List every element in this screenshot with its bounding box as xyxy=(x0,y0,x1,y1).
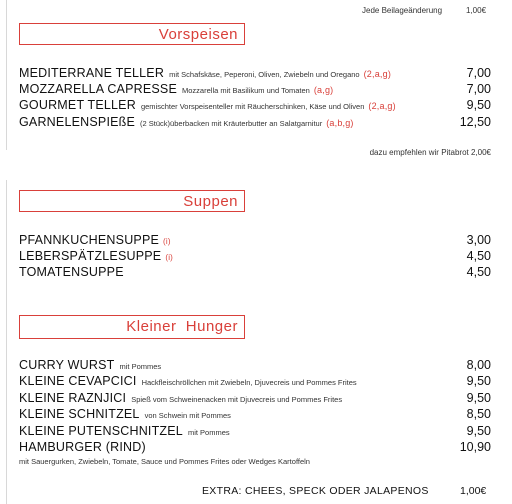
menu-item xyxy=(19,66,491,82)
item-name: KLEINE RAZNJICI xyxy=(19,391,127,405)
hamburger-desc: mit Sauergurken, Zwiebeln, Tomate, Sauce und Pommes Frites oder Wedges Kartoffeln xyxy=(19,457,310,466)
menu-item xyxy=(19,424,491,440)
section-header-kleiner-hunger xyxy=(19,315,245,339)
item-name: GOURMET TELLER xyxy=(19,98,136,112)
section-header-suppen xyxy=(19,190,245,212)
section-title: Vorspeisen xyxy=(158,26,238,43)
menu-item xyxy=(19,98,491,114)
item-allergens: (i) xyxy=(163,237,171,246)
section-title: Kleiner Hunger xyxy=(126,318,238,335)
extra-price: 1,00€ xyxy=(460,485,487,497)
item-name: PFANNKUCHENSUPPE xyxy=(19,233,160,247)
item-price: 9,50 xyxy=(466,424,491,438)
item-price: 9,50 xyxy=(466,391,491,405)
item-name: GARNELENSPIEßE xyxy=(19,115,136,129)
item-allergens: (a,g) xyxy=(313,85,334,95)
item-price: 10,90 xyxy=(459,440,491,454)
section-header-vorspeisen xyxy=(19,23,245,45)
item-price: 4,50 xyxy=(466,265,491,279)
item-name: TOMATENSUPPE xyxy=(19,265,124,279)
item-desc: mit Pommes xyxy=(119,362,162,371)
item-allergens: (2,a,g) xyxy=(363,69,392,79)
item-name: CURRY WURST xyxy=(19,358,115,372)
menu-item xyxy=(19,115,491,131)
item-name: HAMBURGER (RIND) xyxy=(19,440,146,454)
item-price: 7,00 xyxy=(466,66,491,80)
item-allergens: (i) xyxy=(165,253,174,262)
item-desc: gemischter Vorspeisenteller mit Räucherschinken, Käse und Oliven xyxy=(140,102,365,111)
item-desc: mit Pommes xyxy=(187,428,230,437)
item-desc: Hackfleischröllchen mit Zwiebeln, Djuvecreis und Pommes Frites xyxy=(141,378,357,387)
item-desc: mit Schafskäse, Peperoni, Oliven, Zwiebeln und Oregano xyxy=(169,70,360,79)
item-name: MEDITERRANE TELLER xyxy=(19,66,165,80)
item-price: 7,00 xyxy=(466,82,491,96)
item-desc: von Schwein mit Pommes xyxy=(144,411,231,420)
menu-item xyxy=(19,391,491,407)
item-desc: Spieß vom Schweinenacken mit Djuvecreis und Pommes Frites xyxy=(131,395,343,404)
menu-item xyxy=(19,233,491,249)
item-price: 8,50 xyxy=(466,407,491,421)
item-price: 12,50 xyxy=(459,115,491,129)
item-name: MOZZARELLA CAPRESSE xyxy=(19,82,178,96)
item-allergens: (a,b,g) xyxy=(326,118,354,128)
item-desc: (2 Stück)überbacken mit Kräuterbutter an Salatgarnitur xyxy=(140,119,323,128)
menu-item xyxy=(19,374,491,390)
item-name: KLEINE SCHNITZEL xyxy=(19,407,140,421)
item-desc: Mozzarella mit Basilikum und Tomaten xyxy=(182,86,310,95)
menu-item xyxy=(19,82,491,98)
top-note-label: Jede Beilageänderung xyxy=(362,6,443,15)
item-price: 9,50 xyxy=(466,374,491,388)
item-price: 3,00 xyxy=(466,233,491,247)
page-edge-line xyxy=(6,0,7,150)
page-edge-line xyxy=(6,180,7,504)
item-price: 9,50 xyxy=(466,98,491,112)
section-title: Suppen xyxy=(183,193,238,210)
item-allergens: (2,a,g) xyxy=(368,101,396,111)
menu-item xyxy=(19,249,491,265)
item-price: 8,00 xyxy=(466,358,491,372)
menu-item xyxy=(19,358,491,374)
menu-item xyxy=(19,407,491,423)
item-name: KLEINE CEVAPCICI xyxy=(19,374,137,388)
menu-item xyxy=(19,265,491,281)
top-note-price: 1,00€ xyxy=(466,6,487,15)
item-price: 4,50 xyxy=(466,249,491,263)
menu-item xyxy=(19,440,491,456)
extra-label: EXTRA: CHEES, SPECK ODER JALAPENOS xyxy=(202,485,429,497)
item-name: LEBERSPÄTZLESUPPE xyxy=(19,249,162,263)
item-name: KLEINE PUTENSCHNITZEL xyxy=(19,424,183,438)
pita-note: dazu empfehlen wir Pitabrot 2,00€ xyxy=(369,148,491,157)
